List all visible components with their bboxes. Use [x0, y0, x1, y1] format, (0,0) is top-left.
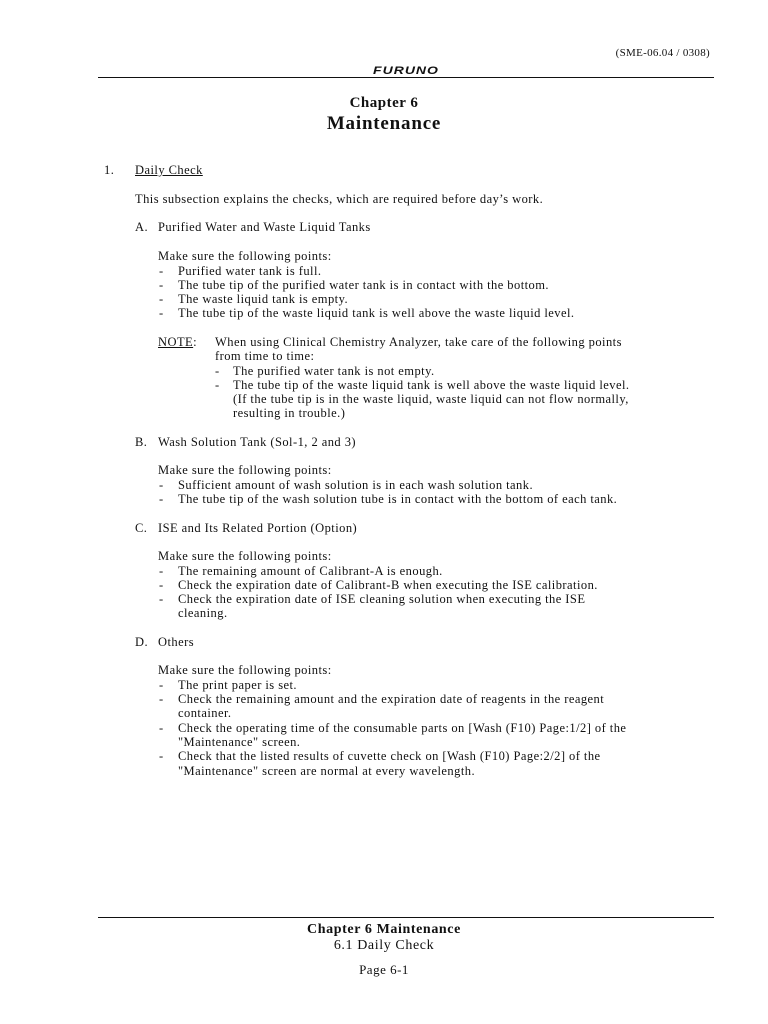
- bullet: -: [159, 678, 164, 692]
- page-number: Page 6-1: [359, 962, 409, 977]
- bullet: -: [159, 478, 164, 492]
- note-label: [158, 335, 197, 350]
- bullet: -: [159, 278, 164, 292]
- logo-text: FURUNO: [373, 63, 439, 77]
- list-item: The waste liquid tank is empty.: [178, 292, 349, 306]
- list-item: The tube tip of the purified water tank is in contact with the bottom.: [178, 278, 549, 292]
- header-rule: [98, 77, 714, 78]
- list-item: Check that the listed results of cuvette check on [Wash (F10) Page:2/2] of the: [178, 749, 601, 763]
- bullet: -: [159, 749, 164, 763]
- bullet: -: [159, 692, 164, 706]
- bullet: -: [159, 292, 164, 306]
- list-item: Purified water tank is full.: [178, 264, 322, 278]
- subsection-b-lead: Make sure the following points:: [158, 463, 332, 477]
- bullet: -: [159, 592, 164, 606]
- subsection-b-letter: B.: [135, 435, 148, 449]
- list-item: Check the operating time of the consumable parts on [Wash (F10) Page:1/2] of the: [178, 721, 627, 735]
- subsection-d-letter: D.: [135, 635, 149, 649]
- bullet: -: [159, 264, 164, 278]
- footer-section: 6.1 Daily Check: [333, 938, 435, 953]
- note-label-text: NOTE: [158, 335, 194, 349]
- bullet: -: [159, 721, 164, 735]
- note-item: The tube tip of the waste liquid tank is well above the waste liquid level.: [233, 378, 630, 392]
- footer-rule: [98, 917, 714, 918]
- note-line: from time to time:: [215, 349, 315, 363]
- chapter-label: Chapter 6: [349, 95, 419, 111]
- bullet: -: [215, 378, 220, 392]
- bullet: -: [159, 578, 164, 592]
- list-item: The tube tip of the wash solution tube is in contact with the bottom of each tank.: [178, 492, 618, 506]
- subsection-d-title: Others: [158, 635, 195, 649]
- subsection-c-title: ISE and Its Related Portion (Option): [158, 521, 358, 535]
- list-item-continuation: "Maintenance" screen are normal at every wavelength.: [178, 764, 476, 778]
- list-item-continuation: cleaning.: [178, 606, 228, 620]
- bullet: -: [159, 564, 164, 578]
- note-continuation: (If the tube tip is in the waste liquid, waste liquid can not flow normally,: [233, 392, 629, 406]
- list-item: Check the expiration date of Calibrant-B when executing the ISE calibration.: [178, 578, 598, 592]
- subsection-c-lead: Make sure the following points:: [158, 549, 332, 563]
- list-item: Sufficient amount of wash solution is in each wash solution tank.: [178, 478, 534, 492]
- list-item: The print paper is set.: [178, 678, 297, 692]
- bullet: -: [159, 306, 164, 320]
- section-number: 1.: [104, 163, 115, 177]
- list-item: The tube tip of the waste liquid tank is well above the waste liquid level.: [178, 306, 575, 320]
- subsection-a-lead: Make sure the following points:: [158, 249, 332, 263]
- subsection-d-lead: Make sure the following points:: [158, 663, 332, 677]
- list-item: Check the remaining amount and the expiration date of reagents in the reagent: [178, 692, 605, 706]
- list-item-continuation: "Maintenance" screen.: [178, 735, 301, 749]
- section-intro: This subsection explains the checks, which are required before day’s work.: [135, 192, 544, 206]
- bullet: -: [159, 492, 164, 506]
- subsection-c-letter: C.: [135, 521, 148, 535]
- subsection-b-title: Wash Solution Tank (Sol-1, 2 and 3): [158, 435, 357, 449]
- list-item-continuation: container.: [178, 706, 232, 720]
- bullet: -: [215, 364, 220, 378]
- document-code: (SME-06.04 / 0308): [615, 47, 710, 59]
- section-title: Daily Check: [135, 163, 203, 177]
- list-item: Check the expiration date of ISE cleaning solution when executing the ISE: [178, 592, 586, 606]
- subsection-a-letter: A.: [135, 220, 149, 234]
- footer-chapter: Chapter 6 Maintenance: [307, 922, 461, 937]
- note-item: The purified water tank is not empty.: [233, 364, 435, 378]
- subsection-a-title: Purified Water and Waste Liquid Tanks: [158, 220, 371, 234]
- chapter-title: Maintenance: [326, 113, 442, 134]
- note-continuation: resulting in trouble.): [233, 406, 346, 420]
- list-item: The remaining amount of Calibrant-A is enough.: [178, 564, 443, 578]
- note-line: When using Clinical Chemistry Analyzer, take care of the following points: [215, 335, 622, 349]
- note-colon: :: [193, 335, 198, 349]
